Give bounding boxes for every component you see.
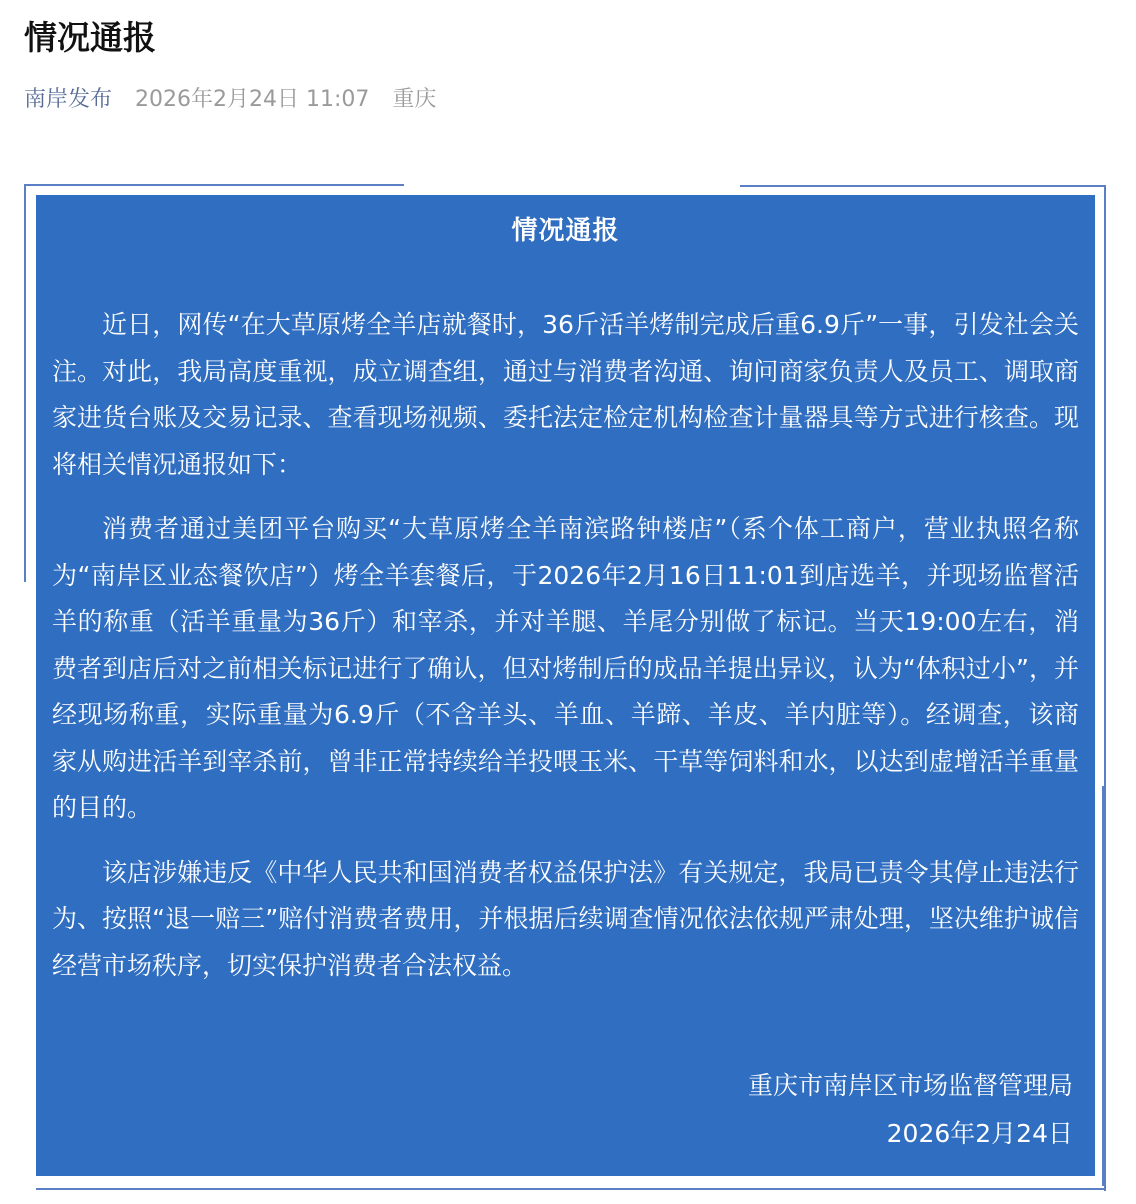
frame-line-top-left [24,184,404,186]
publish-date: 2026年2月24日 11:07 [135,87,370,112]
frame-line-left [24,184,26,582]
frame-line-top-right [740,185,1106,187]
notice-body [52,302,1079,1007]
publish-location: 重庆 [392,87,437,112]
article-title: 情况通报 [24,18,156,57]
frame-line-right-inner [1102,786,1104,1186]
notice-paragraph-2: 消费者通过美团平台购买“大草原烤全羊南滨路钟楼店”（系个体工商户，营业执照名称为“南岸区业态餐饮店”）烤全羊套餐后，于2026年2月16日11:01到店选羊，并现场监督活羊的称重（活羊重量为36斤）和宰杀，并对羊腿、羊尾分别做了标记。当天19:00左右，消费者到店后对之前相关标记进行了确认，但对烤制后的成品羊提出异议，认为“体积过小”，并经现场称重，实际重量为6.9斤（不含羊头、羊血、羊蹄、羊皮、羊内脏等）。经调查，该商家从购进活羊到宰杀前，曾非正常持续给羊投喂玉米、干草等饲料和水，以达到虚增活羊重量的目的。 [52,514,1079,822]
notice-title: 情况通报 [511,216,620,246]
notice-paragraph-3: 该店涉嫌违反《中华人民共和国消费者权益保护法》有关规定，我局已责令其停止违法行为、按照“退一赔三”赔付消费者费用，并根据后续调查情况依法依规严肃处理，坚决维护诚信经营市场秩序，切实保护消费者合法权益。 [52,857,1079,980]
signature-date: 2026年2月24日 [886,1119,1073,1148]
frame-line-bottom [36,1188,1106,1190]
notice-signature [748,1062,1073,1158]
notice-paragraph-1: 近日，网传“在大草原烤全羊店就餐时，36斤活羊烤制完成后重6.9斤”一事，引发社会关注。对此，我局高度重视，成立调查组，通过与消费者沟通、询问商家负责人及员工、调取商家进货台账及交易记录、查看现场视频、委托法定检定机构检查计量器具等方式进行核查。现将相关情况通报如下： [52,310,1079,479]
notice-panel [36,195,1095,1176]
account-name-link[interactable]: 南岸发布 [24,87,113,112]
signature-org: 重庆市南岸区市场监督管理局 [747,1071,1073,1100]
frame-line-right [1104,185,1106,1191]
article-meta [24,82,436,118]
